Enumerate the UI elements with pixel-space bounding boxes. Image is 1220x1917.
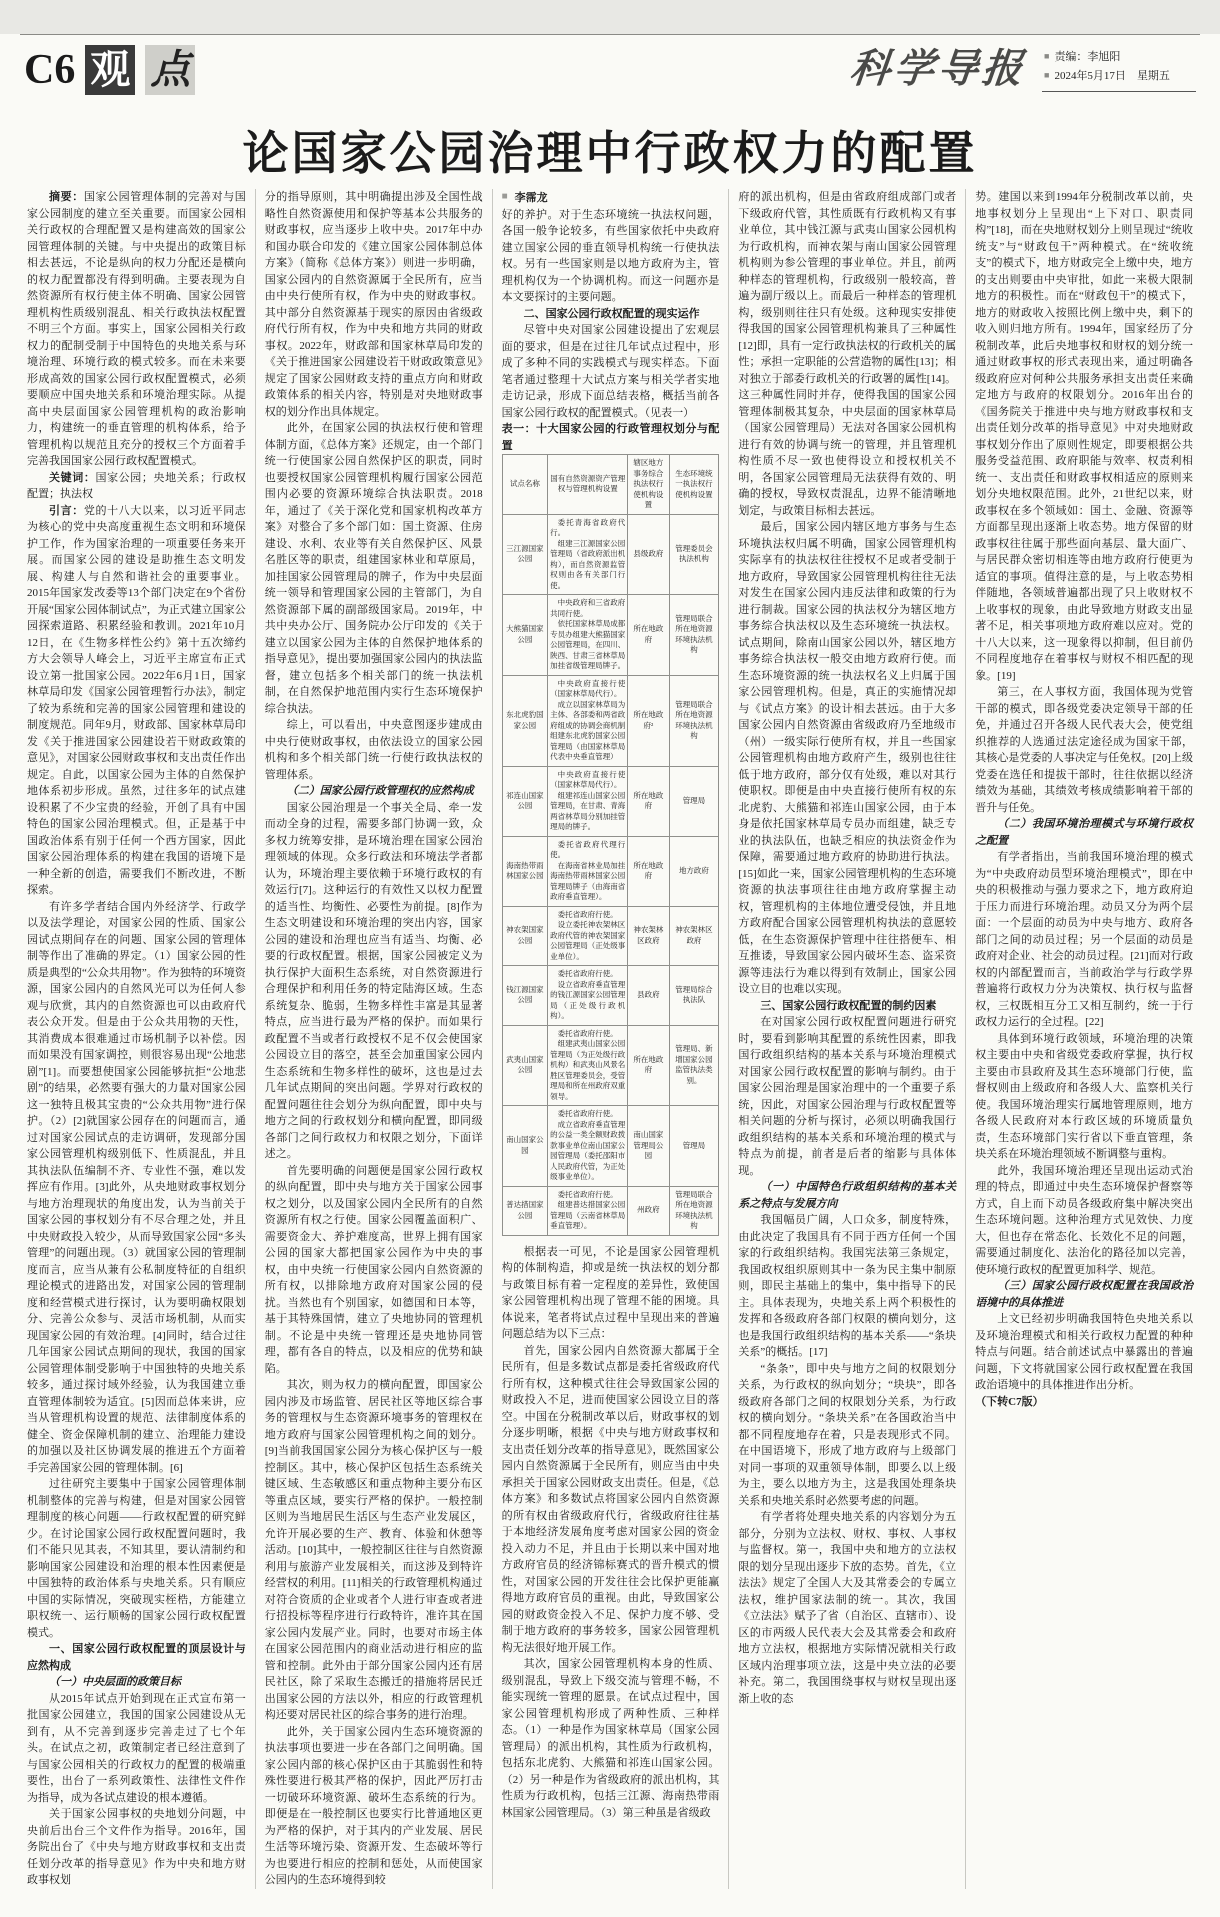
cell-paragraph: 委托省政府行使。: [557, 909, 618, 919]
labeled-paragraph: 引言：党的十八大以来，以习近平同志为核心的党中央高度重视生态文明和环境保护工作，作为国家治理的一项重要任务来开展。而国家公园的建设是助推生态文明发展、构建人与自然和谐社会的重要事业。2015年国家发改委等13个部门决定在9个省份开展“国家公园体制试点”，为正式建立国家公园探索道路、积累经验和教训。2021年10月12日，在《生物多样性公约》第十五次缔约方大会领导人峰会上，习近平主席宣布正式设立第一批国家公园。2022年6月1日，国家林草局印发《国家公园管理暂行办法》，制定了较为系统和完善的国家公园管理和建设的制度规范。同年9月，财政部、国家林草局印发《关于推进国家公园建设若干财政政策的意见》，对国家公园财政事权和支出责任作出规定。自此，以国家公园为主体的自然保护地体系初步形成。虽然，过往多年的试点建设积累了不少宝贵的经验，开创了具有中国特色的国家公园治理模式。但，正是基于中国政治体系有别于任何一个西方国家，因此国家公园治理体系的构建在我国的语境下是一种全新的创造，需要我们不断改进，不断探索。: [27, 504, 246, 896]
subsection-heading: （二）我国环境治理模式与环境行政权之配置: [975, 818, 1193, 847]
resource-mgmt-cell: [548, 836, 628, 906]
park-name-cell: 普达措国家公园: [502, 1186, 548, 1235]
newspaper-page: [0, 34, 1220, 1917]
cell-paragraph: 委托青海省政府代行。: [550, 517, 626, 537]
eco-enforcement-cell: 管理局联合所在地资源环境执法机构: [669, 595, 719, 676]
column-header: 生态环境统一执法权行使机构设置: [669, 455, 719, 515]
eco-enforcement-cell: 管理局联合所在地资源环境执法机构: [669, 1186, 719, 1235]
paragraph: 尽管中央对国家公园建设提出了宏观层面的要求，但是在过往几年试点过程中，形成了多种不同的实践模式与现实样态。下面笔者通过整理十大试点方案与相关学者实地走访记录，形成下面总结表格，概括当前各国家公园行政权的配置模式。（见表一）: [501, 324, 720, 419]
table-head: [502, 455, 719, 515]
subsection-heading: （一）中国特色行政组织结构的基本关系之特点与发展方向: [738, 1181, 957, 1210]
author-marker-icon: ■: [501, 191, 508, 202]
paragraph: 我国幅员广阔，人口众多，制度特殊，由此决定了我国具有不同于西方任何一个国家的行政组织结构。我国宪法第三条规定，我国政权组织原则其中一条为民主集中制原则，即民主基础上的集中，集中指导下的民主。具体表现为，央地关系上两个积极性的发挥和各级政府各部门权限的横向划分，这也是我国行政组织结构的基本关系——“条块关系”的概括。[17]: [738, 1214, 957, 1358]
author-byline: [502, 189, 720, 207]
table-row: [502, 595, 719, 676]
eco-enforcement-cell: 管理局综合执法队: [669, 966, 719, 1026]
bullet-square-icon: ■: [1044, 51, 1050, 61]
paragraph: 关于国家公园事权的央地划分问题，中央前后出台三个文件作为指导。2016年，国务院出台了《中央与地方财政事权和支出责任划分改革的指导意见》作为中央和地方财政事权划: [27, 1808, 246, 1886]
bullet-square-icon: ■: [1044, 69, 1050, 80]
page-number: C6: [24, 47, 76, 93]
page-header: [18, 35, 1202, 95]
column-3: [492, 189, 729, 1889]
cell-paragraph: 设立委托神农架林区政府代管的神农架国家公园管理局（正处级事业单位）。: [550, 920, 626, 961]
paragraph: 在对国家公园行政权配置问题进行研究时，要看到影响其配置的系统性因素，即我国行政组织结构的基本关系与环境治理模式对国家公园行政权配置的影响与制约。由于国家公园治理是国家治理中的一个重要子系统，因此，对国家公园治理与行政权配置等相关问题的分析与探讨，必须以明确我国行政组织结构的基本关系和环境治理的模式与特点为前提，前者是后者的缩影与具体体现。: [738, 1016, 957, 1177]
local-affairs-cell: 所在地政府: [628, 595, 669, 676]
column-header: 国有自然资源资产管理权与管理机构设置: [548, 455, 628, 515]
publication-info: [1042, 47, 1196, 92]
paragraph-label: 摘要：: [49, 191, 84, 203]
paragraph: 此外，我国环境治理还呈现出运动式治理的特点，即通过中央生态环境保护督察等方式，自上而下动员各级政府集中解决突出生态环境问题。这种治理方式见效快、力度大，但也存在常态化、长效化不足的问题，需要通过制度化、法治化的路径加以完善，使环境行政权的配置更加科学、规范。: [975, 1164, 1193, 1276]
editor-line: [1044, 48, 1194, 67]
column-header: 试点名称: [502, 455, 548, 515]
resource-mgmt-cell: [548, 1186, 628, 1235]
continuation-note: （下转C7版）: [975, 1395, 1044, 1408]
article-title: 论国家公园治理中行政权力的配置: [242, 127, 978, 179]
paragraph: 首先要明确的问题便是国家公园行政权的纵向配置，即中央与地方关于国家公园事权之划分，以及国家公园内全民所有的自然资源所有权之行使。国家公园覆盖面积广、需要资金大、养护难度高，世界上拥有国家公园的国家大都把国家公园作为中央的事权，由中央统一行使国家公园内自然资源的所有权，以排除地方政府对国家公园的侵扰。当然也有个别国家，如德国和日本等，基于其特殊国情，建立了央地协同的管理机制。不论是中央统一管理还是央地协同管理，都有各自的特点，以及相应的优势和缺陷。: [264, 1164, 483, 1375]
eco-enforcement-cell: 神农架林区政府: [669, 906, 719, 966]
park-name-cell: 海南热带雨林国家公园: [502, 836, 548, 906]
cell-paragraph: 成立省政府垂直管理的公益一类全额财政拨款事业单位南山国家公园管理局（委托邵阳市人民政府代管，为正处级事业单位）。: [550, 1119, 626, 1181]
labeled-paragraph: 关键词：国家公园；央地关系；行政权配置；执法权: [27, 471, 246, 500]
cell-paragraph: 委托省政府行使。: [557, 1028, 618, 1038]
paragraph-continued: 好的养护。对于生态环境统一执法权问题，各国一般争论较多，有些国家依托中央政府建立国家公园的垂直领导机构统一行使执法权。另有一些国家则是以地方政府为主，管理机构仅为一个协调机构。而这一问题亦是本文要探讨的主要问题。: [501, 208, 720, 303]
local-affairs-cell: 所在地政府: [628, 1025, 669, 1106]
table-title: 表一：十大国家公园的行政管理权划分与配置: [501, 423, 720, 452]
resource-mgmt-cell: [548, 766, 628, 836]
paragraph: 上文已经初步明确我国特色央地关系以及环境治理模式和相关行政权力配置的种种特点与问题。结合前述试点中暴露出的普遍问题，下文将就国家公园行政权配置在我国政治语境中的具体推进作出分析。: [975, 1313, 1193, 1391]
local-affairs-cell: 所在地政府: [628, 766, 669, 836]
cell-paragraph: 设立省政府垂直管理的钱江源国家公园管理局（正处级行政机构）。: [550, 979, 626, 1020]
column-5: [965, 189, 1202, 1889]
table-row: [502, 906, 719, 966]
park-name-cell: 东北虎豹国家公园: [502, 675, 548, 766]
table-header-row: [502, 455, 719, 515]
cell-paragraph: 中央政府直接行使（国家林草局代行）。: [550, 678, 626, 698]
eco-enforcement-cell: 管理局、新增国家公园监管执法类别。: [669, 1025, 719, 1106]
cell-paragraph: 委托省政府行使。: [557, 969, 618, 978]
local-affairs-cell: 县级政府: [628, 514, 669, 595]
labeled-paragraph: 摘要：国家公园管理体制的完善对与国家公园制度的建立至关重要。而国家公园相关行政权的合理配置又是构建高效的国家公园管理体制的关键。与中央提出的政策目标相去甚远，不论是纵向的权力分配还是横向的权力配置都没有得到明确。主要表现为自然资源所有权行使主体不明确、国家公园管理机构性质级别混乱、相关行政执法权配置不明三个方面。事实上，国家公园相关行政权力的配制受制于中国特色的央地关系与环境治理、环境行政的模式较多。而在未来要形成高效的国家公园行政权配置模式，必须要顺应中国央地关系和环境治理实际。从提高中央层面国家公园管理机构的政治影响力，构建统一的垂直管理的机构体系，给予管理机构以规范且充分的授权三个方面着手完善我国国家公园行政权配置模式。: [27, 191, 246, 467]
section-heading: 二、国家公园行政权配置的现实运作: [523, 307, 700, 320]
paragraph: 根据表一可见，不论是国家公园管理机构的体制构造，抑或是统一执法权的划分都与政策目标有着一定程度的差异性，致使国家公园管理机构出现了管理不能的困境。具体说来，笔者将试点过程中呈现出来的普遍问题总结为以下三点：: [501, 1245, 720, 1340]
paragraph: 其次，国家公园管理机构本身的性质、级别混乱，导致上下级交流与管理不畅，不能实现统一管理的愿景。在试点过程中，国家公园管理机构形成了两种性质、三种样态。（1）一种是作为国家林草局（国家公园管理局）的派出机构，其性质为行政机构，包括东北虎豹、大熊猫和祁连山国家公园。（2）另一种是作为省级政府的派出机构，其性质为行政机构，包括三江源、海南热带雨林国家公园管理局。（3）第三种虽是省级政: [501, 1658, 720, 1819]
paragraph: “条条”，即中央与地方之间的权限划分关系，为行政权的纵向划分；“块块”，即各级政府各部门之间的权限划分关系，为行政权的横向划分。“条块关系”在各国政治当中都不同程度地存在着，只是表现形式不同。在中国语境下，形成了地方政府与上级部门对同一事项的双重领导体制，即要么以上级为主，要么以地方为主，这是我国处理条块关系和央地关系时必然要考虑的问题。: [738, 1362, 957, 1507]
paragraph: 从2015年试点开始到现在正式宣布第一批国家公园建立，我国的国家公园建设从无到有，从不完善到逐步完善走过了七个年头。在试点之初，政策制定者已经注意到了与国家公园相关的行政权力的配置的极端重要性，出台了一系列政策性、法律性文件作为指导，成为各试点建设的根本遵循。: [27, 1692, 246, 1804]
paragraph-label: 引言：: [49, 504, 84, 517]
resource-mgmt-cell: [548, 514, 628, 595]
local-affairs-cell: 所在地政府²: [628, 675, 669, 766]
subsection-heading: （三）国家公园行政权配置在我国政治语境中的具体推进: [975, 1280, 1193, 1309]
publication-weekday: 星期五: [1136, 69, 1170, 82]
table-row: [502, 1025, 719, 1106]
park-name-cell: 三江源国家公园: [502, 514, 548, 595]
eco-enforcement-cell: 管理局: [669, 1106, 719, 1187]
resource-mgmt-cell: [548, 906, 628, 966]
cell-paragraph: 中央政府和三省政府共同行使。: [550, 598, 626, 618]
author-name: 李霈龙: [514, 192, 548, 204]
resource-mgmt-cell: [548, 595, 628, 676]
paragraph: 有学者指出，当前我国环境治理的模式为“中央政府动员型环境治理模式”，即在中央的积极推动与强力要求之下，地方政府迫于压力而进行环境治理。动员又分为两个层面：一个层面的动员为中央与地方、政府各部门之间的动员过程；另一个层面的动员是政府对企业、社会的动员过程。[21]而对行政权的内部配置而言，当前政治学与行政学界普遍将行政权力分为决策权、执行权与监督权，三权既相互分工又相互制约，统一于行政权力运行的全过程。[22]: [975, 851, 1193, 1028]
publication-date: 2024年5月17日: [1054, 69, 1126, 82]
masthead-area: [847, 45, 1196, 92]
cell-paragraph: 委托省政府代理行使。: [550, 839, 626, 859]
park-name-cell: 祁连山国家公园: [502, 766, 548, 836]
section-heading: 三、国家公园行政权配置的制约因素: [760, 999, 937, 1012]
table-body: [502, 514, 719, 1235]
table-row: [502, 766, 719, 836]
cell-paragraph: 委托省政府行使。: [557, 1109, 618, 1118]
paragraph-label: 关键词：: [49, 471, 96, 484]
paragraph: 具体到环境行政领域，环境治理的决策权主要由中央和省级党委政府掌握，执行权主要由市县政府及其生态环境部门行使，监督权则由上级政府和各级人大、监察机关行使。我国环境治理实行属地管理原则，地方各级人民政府对本行政区域的环境质量负责，生态环境部门实行省以下垂直管理，条块关系在环境治理领域不断调整与重构。: [975, 1032, 1193, 1160]
section-heading: 一、国家公园行政权配置的顶层设计与应然构成: [27, 1643, 246, 1672]
paragraph: 其次，则为权力的横向配置，即国家公园内涉及市场监管、居民社区等地区综合事务的管理权与生态资源环境事务的管理权在地方政府与国家公园管理机构之间的划分。[9]当前我国国家公园分为核心保护区与一般控制区。其中，核心保护区包括生态系统关键区域、生态敏感区和重点物种主要分布区等重点区域，要实行严格的保护。一般控制区则为当地居民生活区与生态产业发展区，允许开展必要的生产、教育、体验和休憩等活动。[10]其中，一般控制区往往与自然资源利用与旅游产业发展相关，而这涉及到特许经营权的利用。[11]相关的行政管理机构通过对符合资质的企业或者个人进行审查或者进行招投标等程序进行行政特许，准许其在国家公园内发展产业。同时，也要对市场主体在国家公园范围内的商业活动进行相应的监管和控制。此外由于部分国家公园内还有居民社区，除了采取生态搬迁的措施将居民迁出国家公园的方法以外，相应的行政管理机构还要对居民社区的综合事务的进行治理。: [264, 1379, 483, 1721]
table-row: [502, 514, 719, 595]
paragraph: 过往研究主要集中于国家公园管理体制机制整体的完善与构建，但是对国家公园管理制度的核心问题——行政权配置的研究鲜少。在讨论国家公园行政权配置问题时，我们不能只见其表，不知其里，要认清制约和影响国家公园建设和治理的根本性因素便是中国独特的政治体系与央地关系。只有顺应中国的实际情况，突破现实桎梏，方能建立职权统一、运行顺畅的国家公园行政权配置模式。: [27, 1478, 246, 1639]
table-row: [502, 836, 719, 906]
resource-mgmt-cell: [548, 1106, 628, 1187]
cell-paragraph: 组建普达措国家公园管理局（云南省林草局垂直管理）。: [550, 1200, 626, 1230]
cell-paragraph: 中央政府直接行使（国家林草局代行）。: [550, 769, 626, 789]
subsection-heading: （一）中央层面的政策目标: [49, 1676, 181, 1688]
paragraph-continued: 分的指导原则，其中明确提出涉及全国性战略性自然资源使用和保护等基本公共服务的财政事权，应当逐步上收中央。2017年中办和国办联合印发的《建立国家公园体制总体方案》（简称《总体方案》）则进一步明确，国家公园内的自然资源属于全民所有，应当由中央行使所有权，作为中央的财政事权。其中部分自然资源基于现实的原因由省级政府代行所有权，作为中央和地方共同的财政事权。2022年，财政部和国家林草局印发的《关于推进国家公园建设若干财政政策意见》规定了国家公园财政支持的重点方向和财政政策体系的相关内容，特别是对央地财政事权的划分作出具体规定。: [264, 191, 483, 418]
cell-paragraph: 依托国家林草局成都专员办组建大熊猫国家公园管理局，在四川、陕西、甘肃三省林草局加挂省级管理局牌子。: [550, 619, 626, 670]
local-affairs-cell: 所在地政府: [628, 836, 669, 906]
editor-credit: 责编：李旭阳: [1054, 51, 1121, 63]
column-2: [255, 189, 492, 1889]
national-parks-table: [502, 454, 720, 1236]
local-affairs-cell: 县政府: [628, 966, 669, 1026]
cell-paragraph: 组建三江源国家公园管理局（省政府派出机构），而自然资源监管权则由各有关部门行使。: [550, 538, 626, 590]
article-columns: [18, 189, 1202, 1889]
eco-enforcement-cell: 地方政府: [669, 836, 719, 906]
cell-paragraph: 委托省政府行使。: [557, 1189, 618, 1199]
paragraph: 有学者将处理央地关系的内容划分为五部分，分别为立法权、财权、事权、人事权与监督权。第一，我国中央和地方的立法权限的划分呈现出逐步下放的态势。首先，《立法法》规定了全国人大及其常委会的专属立法权，维护国家法制的统一。其次，我国《立法法》赋予了省（自治区、直辖市）、设区的市两级人民代表大会及其常委会和政府地方立法权，根据地方实际情况就相关行政区域内治理事项立法，这是中央立法的必要补充。第二，我国围绕事权与财权呈现出逐渐上收的态: [738, 1511, 957, 1705]
resource-mgmt-cell: [548, 675, 628, 766]
table-row: [502, 1186, 719, 1235]
paragraph: 首先，国家公园内自然资源大都属于全民所有，但是多数试点都是委托省级政府代行所有权，这种模式往往会导致国家公园的财政投入不足，进而使国家公园设立目的落空。中国在分税制改革以后，财政事权的划分逐步明晰，根据《中央与地方财政事权和支出责任划分改革的指导意见》，既然国家公园内自然资源属于全民所有，则应当由中央承担关于国家公园财政支出责任。但是，《总体方案》和多数试点将国家公园内自然资源的所有权由省级政府代行，省级政府往往基于本地经济发展角度考虑对国家公园的资金投入动力不足，并且由于长期以来中国对地方政府官员的经济锦标赛式的晋升模式的惯性，对国家公园的开发往往会比保护更能赢得地方政府官员的重视。由此，导致国家公园的财政资金投入不足、保护力度不够、受制于地方政府的事务较多，国家公园管理机构无法很好地开展工作。: [501, 1344, 720, 1654]
resource-mgmt-cell: [548, 966, 628, 1026]
cell-paragraph: 组建武夷山国家公园管理局（为正处级行政机构）和武夷山风景名胜区管理委员会，受管理局和所在州政府双重领导。: [550, 1039, 626, 1101]
paragraph-continued: 势。建国以来到1994年分税制改革以前，央地事权划分上呈现出“上下对口、职责同构”[18]，而在央地财权划分上则呈现过“统收统支”与“财政包干”两种模式。在“统收统支”的模式下，地方财政完全上缴中央，地方的支出则要由中央审批，如此一来极大限制地方的积极性。而在“财政包干”的模式下，地方的财政收入按照比例上缴中央，剩下的收入则归地方所有。1994年，国家经历了分税制改革，此后央地事权和财权的划分统一通过财政事权的形式表现出来，通过明确各级政府应对何种公共服务承担支出责任来确定地方与政府的权限划分。2016年出台的《国务院关于推进中央与地方财政事权和支出责任划分改革的指导意见》中对央地财政事权划分作出了原则性规定，即要根据公共服务受益范围、政府职能与效率、权责利相统一、支出责任和财政事权相适应的原则来划分央地权限范围。此外，21世纪以来，财政事权在多个领域如：国土、金融、资源等方面都呈现出逐渐上收态势。地方保留的财政事权往往属于那些面向基层、量大面广、与居民群众密切相连等由地方政府行使更为适宜的事项。值得注意的是，与上收态势相伴随地，各领域普遍都出现了只上收财权不上收事权的现象，由此导致地方财政支出显著不足，相关事项地方政府难以应对。党的十八大以来，这一现象得以抑制，但目前仍不同程度地存在着事权与财权不相匹配的现象。[19]: [975, 191, 1193, 682]
section-plate: [24, 45, 195, 95]
section-logo-char-2: 点: [145, 45, 195, 95]
eco-enforcement-cell: 管理局: [669, 766, 719, 836]
local-affairs-cell: 神农架林区政府: [628, 906, 669, 966]
local-affairs-cell: 州政府: [628, 1186, 669, 1235]
column-4: [728, 189, 965, 1889]
park-name-cell: 神农架国家公园: [502, 906, 548, 966]
date-line: [1044, 67, 1194, 86]
resource-mgmt-cell: [548, 1025, 628, 1106]
park-name-cell: 大熊猫国家公园: [502, 595, 548, 676]
park-name-cell: 武夷山国家公园: [502, 1025, 548, 1106]
table-row: [502, 1106, 719, 1187]
newspaper-masthead: 科学导报: [847, 46, 1029, 91]
paragraph-continued: 府的派出机构，但是由省政府组成部门或者下级政府代管，其性质既有行政机构又有事业单位，其中钱江源与武夷山国家公园机构为行政机构，而神农架与南山国家公园管理机构则为参公管理的事业单位。并且，前两种样态的管理机构，行政级别一般较高，普遍为副厅级以上。而最后一种样态的管理机构，级别则往往只有处级。这种现实安排使得我国的国家公园管理机构兼具了三种属性[12]即，具有一定行政执法权的行政机关的属性；承担一定职能的公营造物的属性[13]；相对独立于部委行政机关的行政署的属性[14]。这三种属性同时并存，使得我国的国家公园管理体制极其复杂，中央层面的国家林草局（国家公园管理局）无法对各国家公园机构进行有效的协调与统一的管理，并且管理机构性质不尽一致也使得设立和授权机关不明，各国家公园管理局无法获得有效的、明确的授权，导致权责混乱，边界不能清晰地划定，与政策目标相去甚远。: [738, 191, 957, 517]
eco-enforcement-cell: 管理委员会执法机构: [669, 514, 719, 595]
table-row: [502, 675, 719, 766]
paragraph: 第三，在人事权方面，我国体现为党管干部的模式，即各级党委决定领导干部的任免，并通过召开各级人民代表大会，使党组织推荐的人选通过法定途径成为国家干部，其核心是党委的人事决定与任免权。[20]上级党委在选任和提拔干部时，往往依据以经济绩效为基础，其绩效考核成绩影响着干部的晋升与任免。: [975, 686, 1193, 814]
cell-paragraph: 组建祁连山国家公园管理局，在甘肃、青海两省林草局分别加挂管理局的牌子。: [550, 790, 626, 831]
paragraph: 综上，可以看出，中央意图逐步建成由中央行使财政事权，由依法设立的国家公园机构和多个相关部门统一行使行政执法权的管理体系。: [264, 719, 483, 781]
section-logo-char-1: 观: [85, 45, 135, 95]
park-name-cell: 南山国家公园: [502, 1106, 548, 1187]
paragraph: 国家公园治理是一个事关全局、牵一发而动全身的过程，需要多部门协调一致，众多权力统筹安排，是环境治理在国家公园治理领域的体现。众多行政法和环境法学者都认为，环境治理主要依赖于环境行政权的有效运行[7]。这种运行的有效性又以权力配置的适当性、均衡性、必要性为前提。[8]作为生态文明建设和环境治理的突出内容，国家公园的建设和治理也应当有适当、均衡、必要的行政权配置。根据，国家公园被定义为执行保护大面积生态系统，对自然资源进行合理保护和利用任务的特定陆海区域。生态系统复杂、脆弱，生物多样性丰富是其显著特点，应当进行最为严格的保护。而如果行政配置不当或者行政授权不足不仅会使国家公园设立目的落空，甚至会加重国家公园内生态系统和生物多样性的破坏，这也是过去几年试点期间的突出问题。学界对行政权的配置问题往往会划分为纵向配置，即中央与地方之间的行政权划分和横向配置，即同级各部门之间行政权力和权限之划分，下面详述之。: [264, 801, 483, 1160]
paragraph: 此外，在国家公园的执法权行使和管理体制方面，《总体方案》还规定，由一个部门统一行使国家公园自然保护区的职责，同时也要授权国家公园管理机构履行国家公园范围内必要的资源环境综合执法职责。2018年，通过了《关于深化党和国家机构改革方案》对整合了多个部门如：国土资源、住房建设、水利、农业等有关自然保护区、风景名胜区等的职责，组建国家林业和草原局，加挂国家公园管理局的牌子，作为中央层面统一领导和管理国家公园的主管部门，为自然资源部下属的副部级国家局。2019年，中共中央办公厅、国务院办公厅印发的《关于建立以国家公园为主体的自然保护地体系的指导意见》，提出要加强国家公园内的执法监督，建立包括多个相关部门的统一执法机制，在自然保护地范围内实行生态环境保护综合执法。: [264, 422, 483, 715]
cell-paragraph: 在海南省林业局加挂海南热带雨林国家公园管理局牌子（由海南省政府垂直管理）。: [550, 860, 626, 901]
paragraph: 此外，关于国家公园内生态环境资源的执法事项也要进一步在各部门之间明确。国家公园内部的核心保护区由于其脆弱性和特殊性要进行极其严格的保护，因此严厉打击一切破环环境资源、破坏生态系统的行为。即便是在一般控制区也要实行比普通地区更为严格的保护，对于其内的产业发展、居民生活等环境污染、资源开发、生态破坏等行为也要进行相应的控制和惩处，从而使国家公园内的生态环境得到较: [264, 1725, 483, 1886]
cell-paragraph: 成立以国家林草局为主体、各部委和两省政府组成的协调会商机制组建东北虎豹国家公园管理局（由国家林草局代表中央垂直管理）: [550, 699, 626, 761]
subsection-heading: （二）国家公园行政管理权的应然构成: [286, 785, 474, 797]
paragraph: 最后，国家公园内辖区地方事务与生态环境执法权归属不明确，国家公园管理机构实际享有的执法权往往授权不足或者受制于地方政府，导致国家公园管理机构往往无法对发生在国家公园内违反法律和政策的行为进行制裁。国家公园的执法权分为辖区地方事务综合执法权以及生态环境统一执法权。试点期间，除南山国家公园以外，辖区地方事务综合执法权一般交由地方政府行使。而生态环境资源的统一执法权名义上归属于国家公园管理机构。但是，真正的实施情况却与《试点方案》的设计相去甚远。由于大多国家公园内自然资源由省级政府乃至地级市（州）一级实际行使所有权，并且一些国家公园管理机构由地方政府产生，级别也往往低于地方政府，部分仅有处级，难以对其行使职权。即便是由中央直接行使所有权的东北虎豹、大熊猫和祁连山国家公园，由于本身是依托国家林草局专员办而组建，缺乏专业的执法队伍，也缺乏相应的执法资金作为保障，需要通过地方政府的协助进行执法。[15]如此一来，国家公园管理机构的生态环境资源的执法事项往往由地方政府掌握主动权，管理机构的主体地位遭受侵蚀，并且地方政府配合国家公园管理机构执法的意愿较低，在生态资源保护管理中往往搭便车、相互推诿，导致国家公园内破坏生态、盗采资源等违法行为难以得到有效制止，国家公园设立目的也难以实现。: [738, 521, 957, 995]
local-affairs-cell: 南山国家管理局公园: [628, 1106, 669, 1187]
column-1: [18, 189, 255, 1889]
park-name-cell: 钱江源国家公园: [502, 966, 548, 1026]
paragraph: 有许多学者结合国内外经济学、行政学以及法学理论，对国家公园的性质、国家公园试点期间存在的问题、国家公园的管理体制等作出了准确的界定。（1）国家公园的性质是典型的“公众共用物”。作为独特的环境资源，国家公园内的自然风光可以为任何人参观与欣赏，其内的自然资源也可以由政府代表公众开发。但是由于公众共用物的天性，其消费成本很难通过市场机制予以补偿。因而如果没有国家调控，则很容易出现“公地悲剧”[1]。而要想使国家公园能够抗拒“公地悲剧”的结果，必然要有强大的力量对国家公园这一独特且极其宝贵的“公众共用物”进行保护。（2）[2]就国家公园存在的问题而言，通过对国家公园试点的走访调研，发现部分国家公园管理机构级别低下、性质混乱，并且其执法队伍编制不齐、专业性不强，难以发挥应有作用。[3]此外，从央地财政事权划分与地方治理现状的角度出发，认为当前关于国家公园的事权划分有不尽合理之处，并且中央财政投入较少，从而导致国家公园“多头管理”的问题出现。（3）就国家公园的管理制度而言，应当从兼有公私制度特征的自组织理论模式的进路出发，对国家公园的管理制度和经营模式进行探讨，认为要明确权限划分、完善公众参与、灵活市场机制，从而实现国家公园的有效治理。[4]同时，结合过往几年国家公园试点期间的现状，我国的国家公园管理体制受影响于中国独特的央地关系较多，通过探讨域外经验，认为我国建立垂直管理体制较为适宜。[5]因而总体来讲，应当从管理机构设置的规范、法律制度体系的健全、资金保障机制的建立、治理能力建设的加强以及社区协调发展的推进五个方面着手完善国家公园的管理体制。[6]: [27, 900, 246, 1474]
column-header: 辖区地方事务综合执法权行使机构设置: [628, 455, 669, 515]
table-row: [502, 966, 719, 1026]
eco-enforcement-cell: 管理局联合所在地资源环境执法机构: [669, 675, 719, 766]
